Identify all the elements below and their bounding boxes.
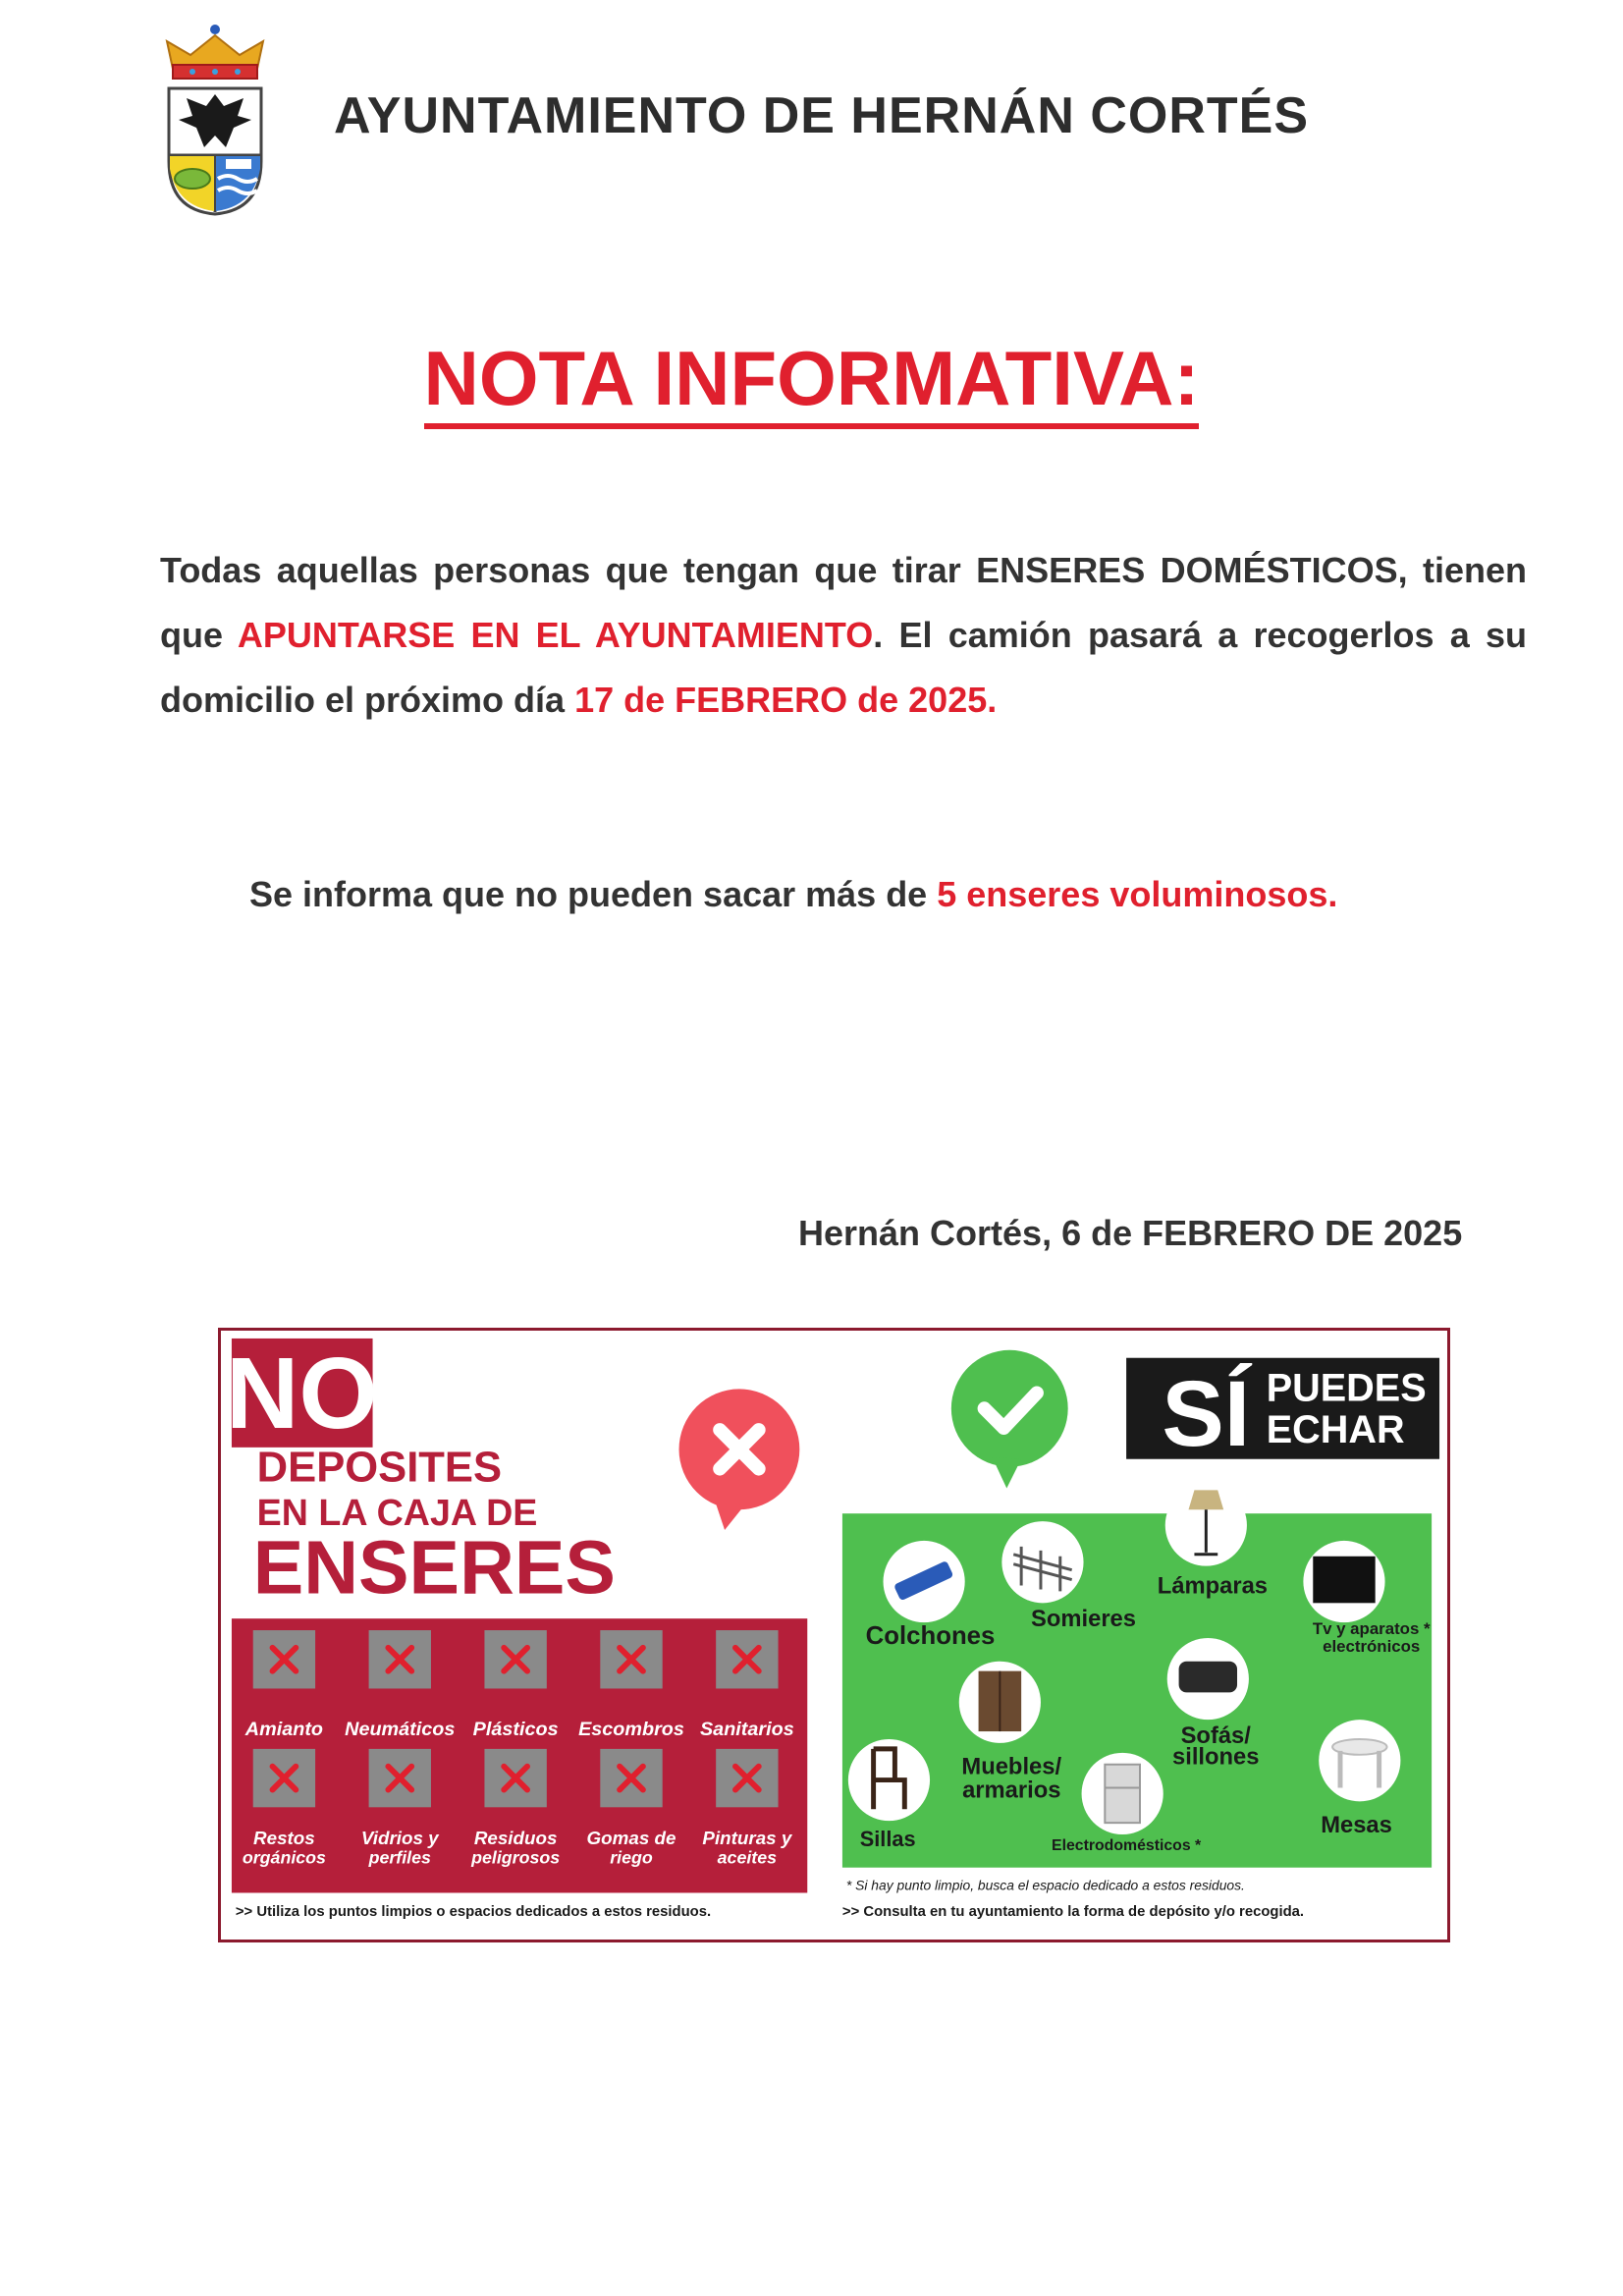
- table-icon: [1319, 1720, 1400, 1801]
- bulky-items-poster: [218, 1328, 1450, 1942]
- no-line2: EN LA CAJA DE: [256, 1492, 538, 1534]
- no-item-label: aceites: [717, 1847, 778, 1868]
- bed-base-icon: [1001, 1521, 1083, 1603]
- no-item-label: peligrosos: [471, 1847, 561, 1868]
- label-muebles-1: Muebles/: [961, 1753, 1062, 1780]
- tv-icon: [1303, 1541, 1384, 1622]
- label-colchones: Colchones: [865, 1621, 996, 1650]
- label-lamparas: Lámparas: [1157, 1572, 1269, 1600]
- no-item-label: Gomas de: [586, 1827, 676, 1848]
- notice-paragraph: [160, 538, 1527, 733]
- no-item-label: Sanitarios: [699, 1719, 794, 1741]
- fridge-icon: [1082, 1753, 1163, 1834]
- limit-text: Se informa que no pueden sacar más de: [249, 874, 938, 914]
- cross-bubble-icon: [679, 1389, 800, 1530]
- label-sillas: Sillas: [859, 1826, 916, 1851]
- label-sofas-1: Sofás/: [1180, 1722, 1251, 1749]
- wardrobe-icon: [959, 1662, 1041, 1743]
- yes-word: SÍ: [1162, 1361, 1251, 1466]
- no-item-label: perfiles: [368, 1847, 431, 1868]
- highlight-register: APUNTARSE EN EL AYUNTAMIENTO: [237, 615, 874, 655]
- yes-line2: ECHAR: [1266, 1407, 1405, 1451]
- note-right-1: * Si hay punto limpio, busca el espacio dedicado a estos residuos.: [845, 1877, 1245, 1893]
- label-tv-1: Tv y aparatos *: [1312, 1619, 1431, 1639]
- no-item-label: riego: [610, 1847, 653, 1868]
- organization-name: AYUNTAMIENTO DE HERNÁN CORTÉS: [334, 87, 1310, 144]
- notice-text: Todas aquellas personas que tengan que tirar ENSERES DOMÉSTICOS, tienen que: [160, 550, 1527, 655]
- label-mesas: Mesas: [1321, 1812, 1392, 1839]
- no-item-label: Restos: [253, 1827, 315, 1848]
- no-item-label: Escombros: [578, 1719, 684, 1741]
- note-right-2: >> Consulta en tu ayuntamiento la forma de depósito y/o recogida.: [841, 1904, 1305, 1921]
- label-electro: Electrodomésticos *: [1052, 1836, 1202, 1854]
- chair-icon: [848, 1739, 930, 1821]
- label-somieres: Somieres: [1031, 1606, 1136, 1633]
- highlight-date: 17 de FEBRERO de 2025.: [574, 680, 998, 720]
- no-line1: DEPOSITES: [256, 1444, 503, 1492]
- lamp-icon: [1165, 1484, 1247, 1565]
- no-item-label: Vidrios y: [360, 1827, 439, 1848]
- no-item-label: Amianto: [244, 1719, 324, 1741]
- no-word: NO: [225, 1337, 378, 1450]
- yes-line1: PUEDES: [1266, 1366, 1427, 1410]
- no-item-label: orgánicos: [242, 1847, 326, 1868]
- no-item-label: Residuos: [473, 1827, 558, 1848]
- highlight-limit: 5 enseres voluminosos.: [937, 874, 1338, 914]
- no-line3: ENSERES: [252, 1525, 616, 1611]
- limit-paragraph: [249, 874, 1337, 915]
- label-tv-2: electrónicos: [1323, 1636, 1421, 1656]
- no-item-label: Pinturas y: [702, 1827, 792, 1848]
- no-item-label: Neumáticos: [345, 1719, 456, 1741]
- notice-title: NOTA INFORMATIVA:: [424, 339, 1200, 429]
- check-bubble-icon: [951, 1350, 1068, 1489]
- signature-date: Hernán Cortés, 6 de FEBRERO DE 2025: [798, 1213, 1463, 1253]
- note-left: >> Utiliza los puntos limpios o espacios dedicados a estos residuos.: [235, 1904, 712, 1921]
- no-item-label: Plásticos: [472, 1719, 559, 1741]
- notice-text: . El camión pasará a recogerlos a su domicilio el próximo día: [160, 615, 1528, 720]
- mattress-icon: [884, 1541, 965, 1622]
- label-sofas-2: sillones: [1172, 1743, 1260, 1771]
- notice-title-wrap: [0, 335, 1623, 429]
- label-muebles-2: armarios: [962, 1777, 1061, 1804]
- coat-of-arms-icon: [157, 22, 273, 218]
- sofa-icon: [1167, 1638, 1249, 1720]
